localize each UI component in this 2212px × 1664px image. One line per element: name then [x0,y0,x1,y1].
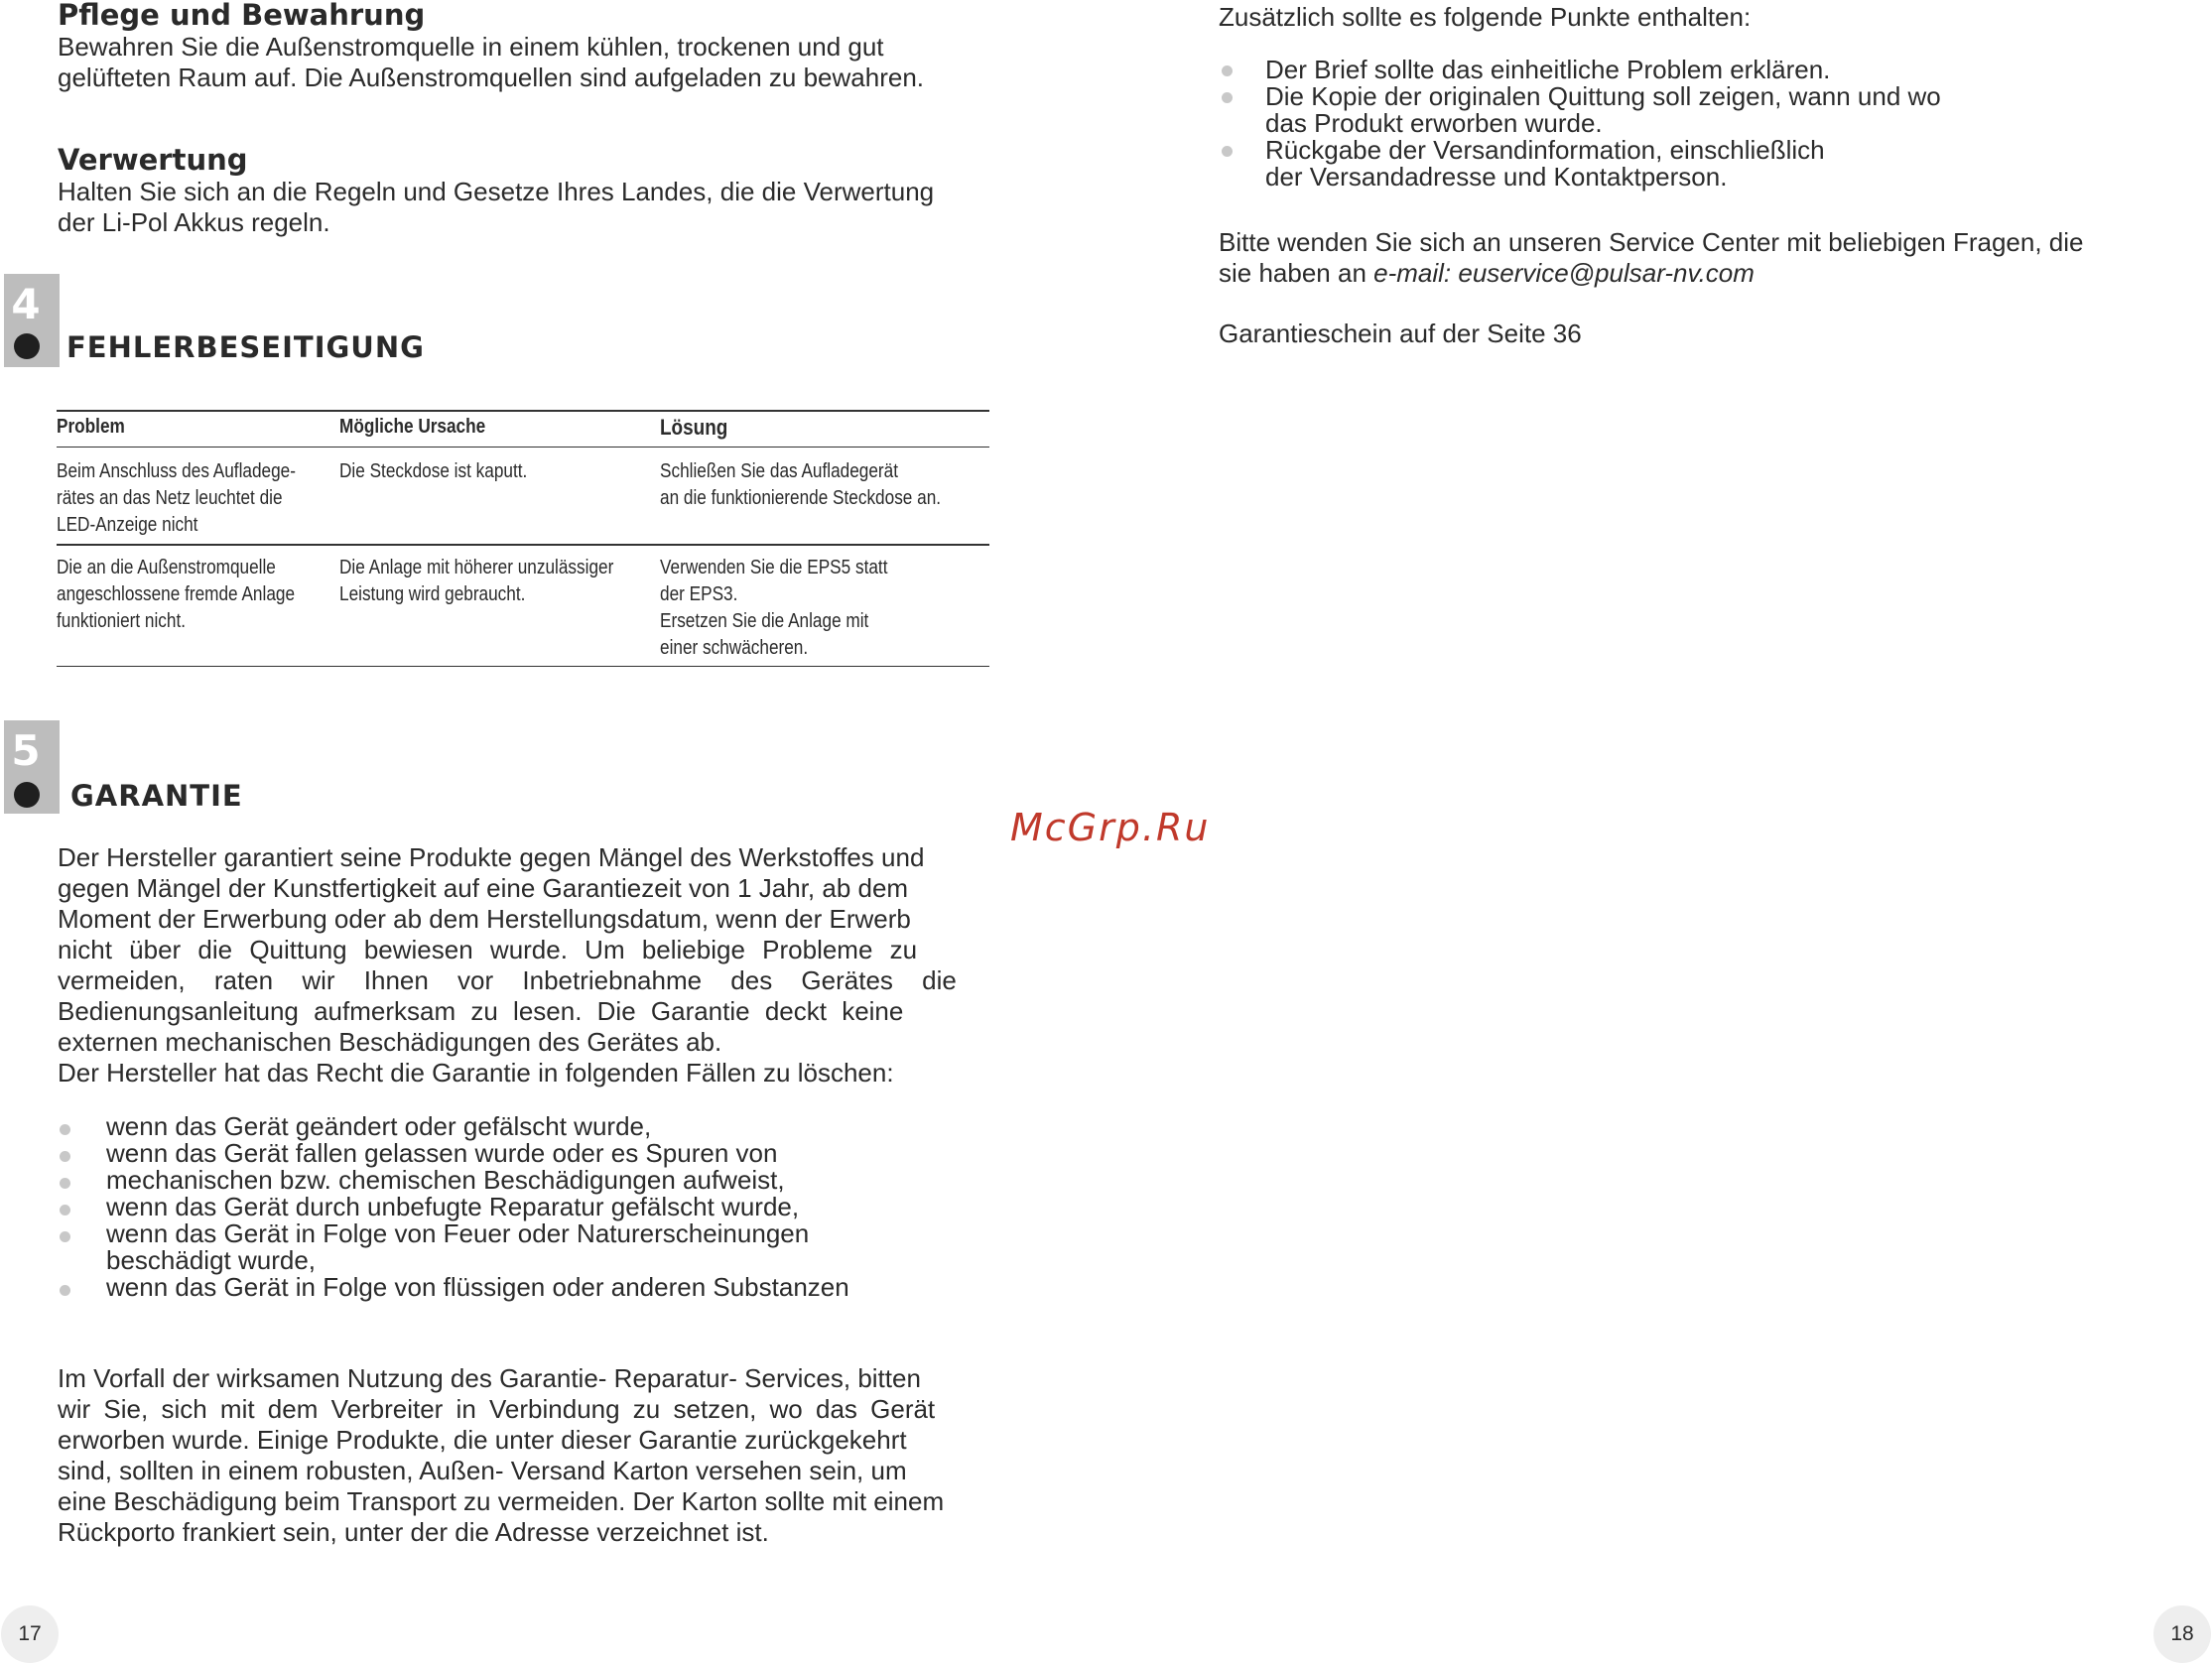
list-item-text: der Versandadresse und Kontaktperson. [1265,162,1728,192]
text-line: Bedienungsanleitung aufmerksam zu lesen. Die Garantie deckt keine [58,996,904,1026]
bullet-icon [1222,146,1233,157]
list-item-text: Rückgabe der Versandinformation, einschließlich [1265,135,1825,165]
list-item [58,1113,849,1140]
table-row-rule [57,544,989,546]
list-item [58,1274,849,1301]
table-header-cause: Mögliche Ursache [339,416,486,438]
bullet-icon [60,1285,70,1296]
right-intro: Zusätzlich sollte es folgende Punkte enthalten: [1219,2,1752,32]
table-header-solution: Lösung [660,415,728,440]
cell-line: Die an die Außenstromquelle [57,557,276,578]
list-item-text: Die Kopie der originalen Quittung soll zeigen, wann und wo [1265,81,1941,111]
text-line [1219,258,2084,289]
bullet-icon [60,1124,70,1135]
section-number: 5 [11,726,41,775]
list-item [58,1220,849,1274]
text-line: gegen Mängel der Kunstfertigkeit auf eine Garantiezeit von 1 Jahr, ab dem [58,873,909,903]
list-item [1219,137,1941,191]
cell-line: Leistung wird gebraucht. [339,583,526,605]
text-line: Bitte wenden Sie sich an unseren Service Center mit beliebigen Fragen, die [1219,227,2084,257]
list-item-text: Der Brief sollte das einheitliche Problem erklären. [1265,55,1831,84]
table-cell-solution [660,458,941,512]
pflege-heading: Pflege und Bewahrung [58,0,426,32]
text-line: Bewahren Sie die Außenstromquelle in einem kühlen, trockenen und gut [58,32,884,62]
garantie-paragraph-1 [58,842,996,1088]
text-line: der Li-Pol Akkus regeln. [58,207,330,237]
bullet-icon [1222,92,1233,103]
table-cell-problem [57,458,296,539]
bullet-icon [60,1231,70,1242]
table-header-problem: Problem [57,416,125,438]
text-line: Moment der Erwerbung oder ab dem Herstellungsdatum, wenn der Erwerb [58,904,911,934]
table-cell-problem [57,555,295,635]
cell-line: funktioniert nicht. [57,610,187,632]
list-item-text: mechanischen bzw. chemischen Beschädigungen aufweist, [106,1165,785,1195]
section-5-marker [4,720,60,814]
cell-line: Ersetzen Sie die Anlage mit [660,610,869,632]
text-line: Der Hersteller garantiert seine Produkte gegen Mängel des Werkstoffes und [58,842,925,872]
bullet-icon [1222,65,1233,76]
list-item-text: wenn das Gerät geändert oder gefälscht wurde, [106,1111,652,1141]
right-contact [1219,227,2084,289]
text-line: sind, sollten in einem robusten, Außen- Versand Karton versehen sein, um [58,1456,907,1485]
cell-line: Beim Anschluss des Aufladege- [57,460,296,482]
email-link[interactable]: e-mail: euservice@pulsar-nv.com [1373,258,1755,288]
cell-line: der EPS3. [660,583,738,605]
bullet-dot-icon [14,782,40,808]
page-number-left: 17 [1,1605,59,1663]
cell-line: Die Anlage mit höherer unzulässiger [339,557,614,578]
list-item [58,1167,849,1194]
table-bottom-rule [57,666,989,667]
text-line: externen mechanischen Beschädigungen des Gerätes ab. [58,1027,722,1057]
text-line: nicht über die Quittung bewiesen wurde. Um beliebige Probleme zu [58,935,918,964]
list-item-text: das Produkt erworben wurde. [1265,108,1603,138]
list-item-text: wenn das Gerät in Folge von Feuer oder Naturerscheinungen [106,1218,810,1248]
table-top-rule [57,410,989,412]
pflege-text [58,32,924,93]
cell-line: Schließen Sie das Aufladegerät [660,460,899,482]
garantie-bullet-list [58,1113,849,1301]
watermark: McGrp.Ru [1010,806,1211,849]
table-cell-cause [339,458,527,485]
table-header-rule [57,447,989,448]
bullet-icon [60,1205,70,1216]
text-line: Im Vorfall der wirksamen Nutzung des Garantie- Reparatur- Services, bitten [58,1363,921,1393]
table-cell-solution [660,555,887,662]
cell-line: angeschlossene fremde Anlage [57,583,296,605]
list-item-text: wenn das Gerät in Folge von flüssigen oder anderen Substanzen [106,1272,849,1302]
cell-line: Verwenden Sie die EPS5 statt [660,557,888,578]
list-item [58,1194,849,1220]
bullet-icon [60,1178,70,1189]
text-line: Halten Sie sich an die Regeln und Gesetze Ihres Landes, die die Verwertung [58,177,935,206]
contact-prefix: sie haben an [1219,258,1374,288]
bullet-dot-icon [14,333,40,359]
text-line: Der Hersteller hat das Recht die Garantie in folgenden Fällen zu löschen: [58,1058,894,1088]
section-4-marker [4,274,60,367]
list-item-text: wenn das Gerät durch unbefugte Reparatur gefälscht wurde, [106,1192,800,1221]
text-line: eine Beschädigung beim Transport zu vermeiden. Der Karton sollte mit einem [58,1486,945,1516]
cell-line: rätes an das Netz leuchtet die [57,487,283,509]
text-line: erworben wurde. Einige Produkte, die unter dieser Garantie zurückgekehrt [58,1425,907,1455]
garantie-paragraph-2 [58,1363,996,1548]
text-line: vermeiden, raten wir Ihnen vor Inbetriebnahme des Gerätes die [58,965,957,995]
section-4-title: FEHLERBESEITIGUNG [66,330,425,364]
list-item-text: beschädigt wurde, [106,1245,317,1275]
cell-line: einer schwächeren. [660,637,809,659]
bullet-icon [60,1151,70,1162]
text-line: gelüfteten Raum auf. Die Außenstromquellen sind aufgeladen zu bewahren. [58,63,925,92]
cell-line: an die funktionierende Steckdose an. [660,487,942,509]
section-5-title: GARANTIE [70,779,243,813]
page-number-right: 18 [2153,1605,2211,1663]
right-bullet-list [1219,57,1941,191]
verwertung-heading: Verwertung [58,143,248,177]
section-number: 4 [11,280,41,328]
text-line: Rückporto frankiert sein, unter der die Adresse verzeichnet ist. [58,1517,769,1547]
cell-line: LED-Anzeige nicht [57,514,198,536]
table-cell-cause [339,555,613,608]
text-line: wir Sie, sich mit dem Verbreiter in Verbindung zu setzen, wo das Gerät [58,1394,936,1424]
garantieschein-note: Garantieschein auf der Seite 36 [1219,319,1582,348]
list-item [58,1140,849,1167]
verwertung-text [58,177,934,238]
list-item [1219,83,1941,137]
list-item [1219,57,1941,83]
cell-line: Die Steckdose ist kaputt. [339,460,528,482]
list-item-text: wenn das Gerät fallen gelassen wurde oder es Spuren von [106,1138,778,1168]
